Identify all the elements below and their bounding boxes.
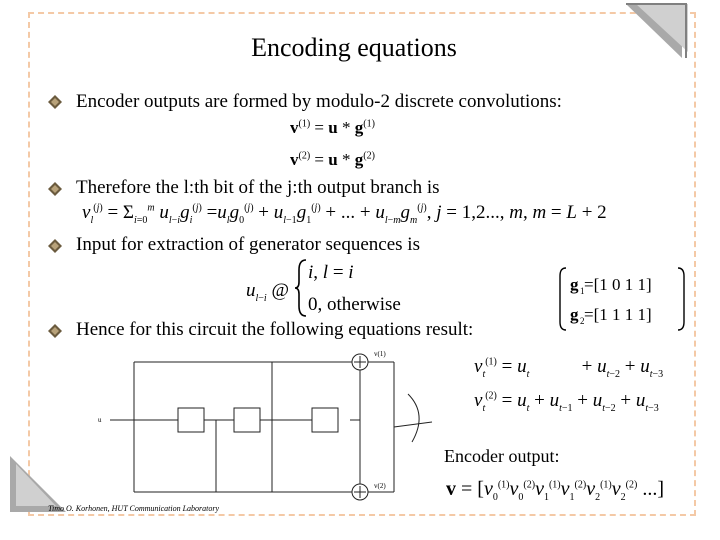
svg-text:1: 1 <box>580 286 585 296</box>
top-output-label: v(1) <box>374 350 386 358</box>
bullet-text: Encoder outputs are formed by modulo-2 discrete convolutions: <box>76 91 562 112</box>
bullet-text: Input for extraction of generator sequences is <box>76 234 420 255</box>
bullet-text: Hence for this circuit the following equations result: <box>76 319 474 340</box>
brace-icon <box>294 258 308 318</box>
svg-text:=[1 0 1 1]: =[1 0 1 1] <box>584 275 652 294</box>
bottom-output-label: v(2) <box>374 482 386 490</box>
equation-input-case1: i, l = i <box>308 262 354 283</box>
equation-conv1: $v^{(1)} = u * g^{(1)}$ <box>290 118 375 137</box>
svg-text:g: g <box>570 305 579 324</box>
encoder-circuit-diagram <box>94 342 454 512</box>
svg-text:2: 2 <box>580 316 585 326</box>
bullet-text: Therefore the l:th bit of the j:th output branch is <box>76 177 440 198</box>
equation-input-case2: 0, otherwise <box>308 294 401 315</box>
encoder-output-label: Encoder output: <box>444 446 560 466</box>
diamond-bullet-icon <box>48 324 62 338</box>
equation-out2: $v_t^{(2)} = u_t + u_{t-1} + u_{t-2} + u_{t-3}$ <box>474 390 659 414</box>
svg-text:=[1 1 1 1]: =[1 1 1 1] <box>584 305 652 324</box>
diamond-bullet-icon <box>48 95 62 109</box>
svg-text:g: g <box>570 275 579 294</box>
diamond-bullet-icon <box>48 239 62 253</box>
diamond-bullet-icon <box>48 182 62 196</box>
equation-out1: $v_t^{(1)} = u_t$ + $u_{t-2} + u_{t-3}$ <box>474 356 664 380</box>
equation-input-lhs: $u_{l-i}$ @ <box>246 280 289 304</box>
input-label: u <box>98 416 102 424</box>
equation-conv2: $v^{(2)} = u * g^{(2)}$ <box>290 150 375 169</box>
equation-branch: $v_l^{(j)} = \Sigma_{i=0}^m$ $u_{l-i}g_i^{(j)} =u_lg_0^{(j)} + u_{l-1}g_1^{(j)}$ + ... + $u_{l-m}g_m^{(j)}$, j = 1,2..., m, m = L + 2 <box>82 202 607 226</box>
generator-matrix <box>558 266 686 332</box>
footer-credit: Timo O. Korhonen, HUT Communication Laboratory <box>48 504 220 513</box>
slide-title: Encoding equations <box>251 33 457 62</box>
equation-encoder-output: $v = [v_0^{(1)}v_0^{(2)}v_1^{(1)}v_1^{(2)}v_2^{(1)}v_2^{(2)}$ ...] <box>446 478 664 503</box>
